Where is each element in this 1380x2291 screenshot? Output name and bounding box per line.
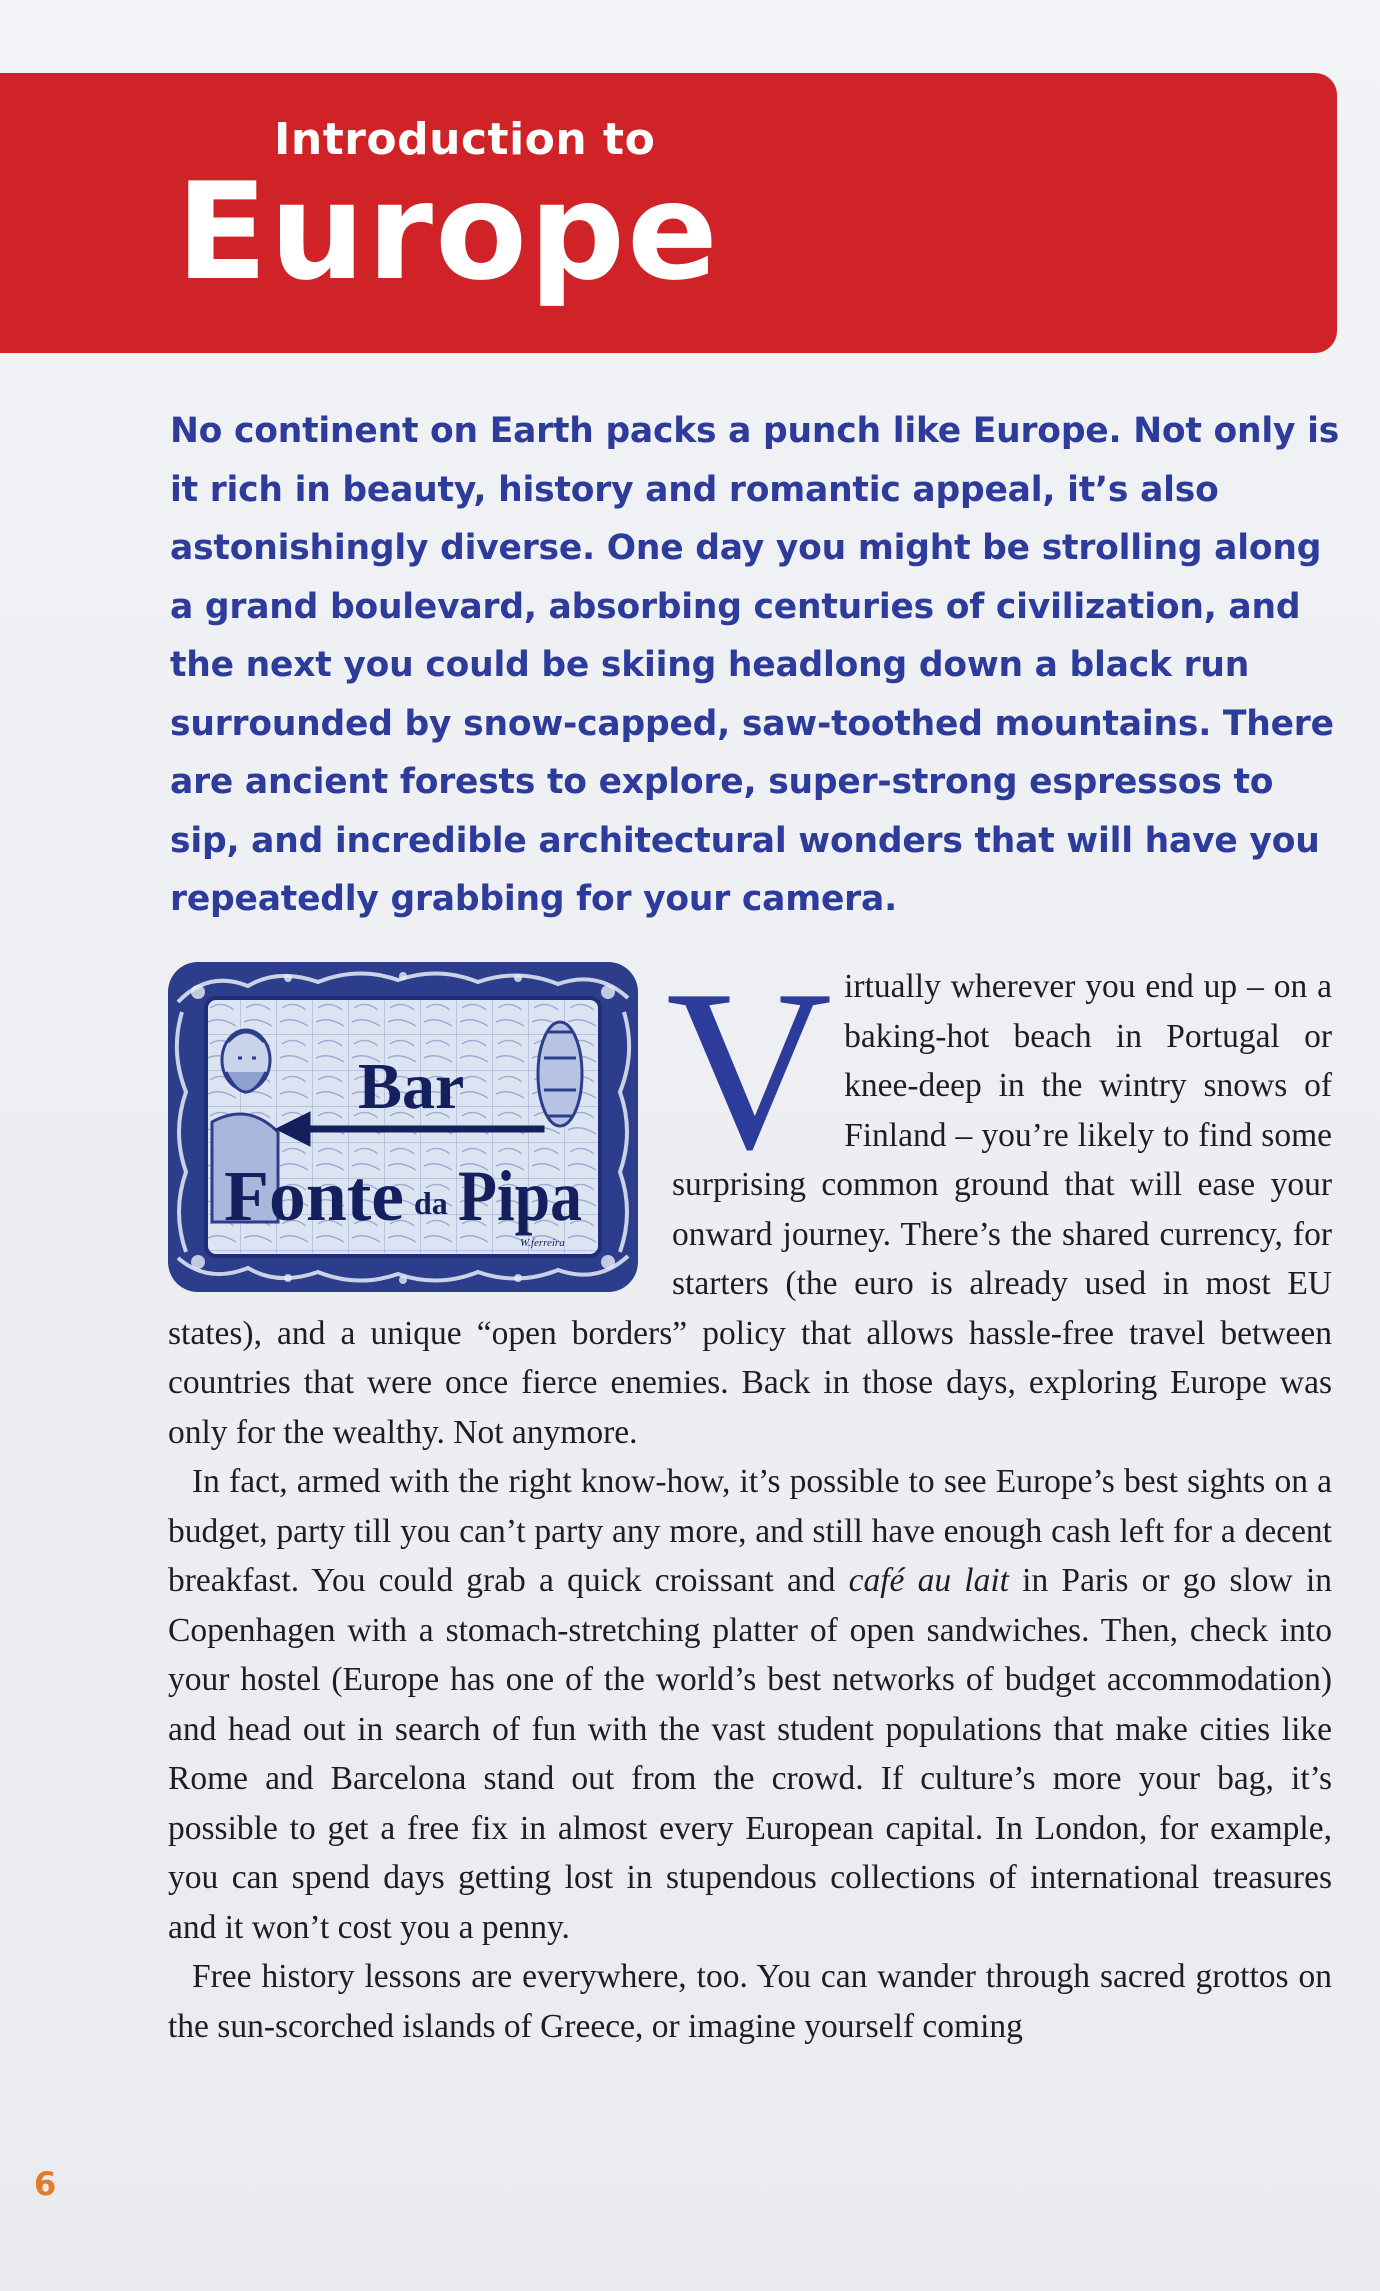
sign-text-fonte: Fonte (224, 1156, 404, 1236)
body-paragraph-2-text-b: in Paris or go slow in Copenhagen with a stomach-stretching platter of open sandwiches. Then, check into your hostel (Europe has one of the world’s best networks of budget accommodation) and head out in search of fun with the vast student populations that make cities like Rome and Barcelona stand out from the crowd. If culture’s more your bag, it’s possible to get a free fix in almost every European capital. In London, for example, you can spend days getting lost in stupendous collections of international treasures and it won’t cost you a penny. (168, 1562, 1333, 1946)
sign-text-pipa: Pipa (458, 1156, 582, 1236)
azulejo-sign-photo (168, 962, 642, 1294)
sign-text-bar: Bar (358, 1050, 465, 1123)
intro-paragraph: No continent on Earth packs a punch like Europe. Not only is it rich in beauty, history and romantic appeal, it’s also astonishingly diverse. One day you might be strolling along a grand boulevard, absorbing centuries of civilization, and the next you could be skiing headlong down a black run surrounded by snow-capped, saw-toothed mountains. There are ancient forests to explore, super-strong espressos to sip, and incredible architectural wonders that will have you repeatedly grabbing for your camera. (170, 411, 1340, 919)
page-number: 6 (34, 2165, 57, 2203)
body-paragraph-2-text-a: In fact, armed with the right know-how, it’s possible to see Europe’s best sights on a budget, party till you can’t party any more, and still have enough cash left for a decent breakfast. You could grab a quick croissant and (168, 1463, 1332, 1599)
body-paragraph-2 (168, 1457, 1332, 1952)
chapter-title: Europe (176, 154, 720, 310)
sign-text-da: da (414, 1185, 448, 1221)
drop-cap: V (666, 942, 833, 1197)
body-paragraph-1-text: irtually wherever you end up – on a baking-hot beach in Portugal or knee-deep in the wintry snows of Finland – you’re likely to find some surprising common ground that will ease your onward journey. There’s the shared currency, for starters (the euro is already used in most EU states), and a unique “open borders” policy that allows hassle-free travel between countries that were once fierce enemies. Back in those days, exploring Europe was only for the wealthy. Not anymore. (168, 968, 1332, 1451)
tile-signature: W.ferreira (520, 1237, 565, 1249)
chapter-subtitle: Introduction to (274, 114, 656, 165)
body-paragraph-3: Free history lessons are everywhere, too. You can wander through sacred grottos on the sun-scorched islands of Greece, or imagine yourself coming (168, 1958, 1332, 2045)
body-paragraph-2-italic: café au lait (848, 1562, 1009, 1599)
body-text (168, 942, 1333, 2051)
